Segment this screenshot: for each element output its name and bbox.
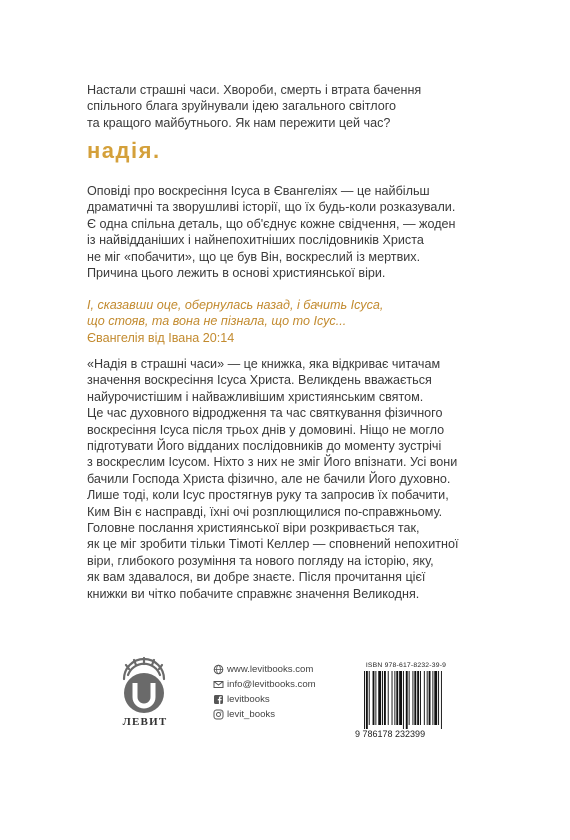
barcode-bar: [364, 671, 365, 729]
barcode-bar: [394, 671, 395, 725]
barcode-bar: [427, 671, 428, 725]
levit-logo-icon: [114, 655, 174, 715]
paragraph-line: Це час духовного відродження та час святкування фізичного: [87, 406, 443, 421]
contact-website[interactable]: [213, 662, 316, 677]
barcode-bar: [399, 671, 402, 725]
paragraph-line: «Надія в страшні часи» — це книжка, яка відкриває читачам: [87, 357, 441, 371]
barcode-bar: [375, 671, 376, 725]
mail-icon: [213, 679, 224, 690]
barcode-bar: [384, 671, 386, 725]
barcode-bar: [417, 671, 419, 725]
paragraph-line: з воскреслим Ісусом. Ніхто з них не зміг Його впізнати. Усі вони: [87, 455, 458, 470]
instagram-icon: [213, 709, 224, 720]
paragraph-line: бачили Господа Христа фізично, але не бачили Його духовно.: [87, 471, 451, 486]
globe-icon: [213, 664, 224, 675]
contact-instagram[interactable]: [213, 707, 316, 722]
quote-line: що стояв, та вона не пізнала, що то Ісус...: [87, 314, 347, 329]
quote-line: І, сказавши оце, обернулась назад, і бачить Ісуса,: [87, 298, 384, 312]
barcode-bar: [432, 671, 433, 725]
intro-paragraph: [87, 82, 507, 131]
barcode-bars: [364, 671, 442, 729]
paragraph-line: віри, глибокого розуміння та нового погляду на історію, яку,: [87, 553, 434, 568]
paragraph-line: Оповіді про воскресіння Ісуса в Євангеліях — це найбільш: [87, 184, 430, 198]
barcode-bar: [378, 671, 381, 725]
barcode-bar: [441, 671, 442, 729]
barcode-bar: [366, 671, 368, 729]
barcode-digits: 9 786178 232399: [355, 729, 426, 739]
barcode-bar: [396, 671, 398, 725]
paragraph-line: Головне послання християнської віри розкривається так,: [87, 521, 420, 536]
barcode-bar: [369, 671, 370, 725]
contact-email[interactable]: [213, 677, 316, 692]
barcode-bar: [424, 671, 425, 725]
barcode-bar: [409, 671, 410, 725]
book-description-paragraph: [87, 356, 507, 602]
paragraph-line: книжки ви чітко побачите справжнє значення Великодня.: [87, 586, 420, 601]
barcode-bar: [412, 671, 413, 725]
paragraph-line: Ким Він є насправді, їхні очі розплющилися по-справжньому.: [87, 504, 443, 519]
intro-line: та кращого майбутнього. Як нам пережити цей час?: [87, 115, 391, 130]
barcode-bar: [392, 671, 393, 725]
intro-line: спільного блага зруйнували ідею загального світлого: [87, 99, 397, 114]
barcode-bar: [403, 671, 404, 729]
paragraph-line: Причина цього лежить в основі християнської віри.: [87, 266, 386, 281]
barcode-bar: [438, 671, 439, 725]
email-link[interactable]: info@levitbooks.com: [227, 679, 316, 690]
barcode-bar: [406, 671, 408, 729]
paragraph-line: найурочистішим і найважливішим християнським святом.: [87, 389, 424, 404]
barcode-bar: [434, 671, 437, 725]
isbn-barcode: [354, 669, 462, 739]
publisher-contacts: [213, 662, 316, 722]
paragraph-line: як вам здавалося, ви добре знаєте. Після прочитання цієї: [87, 570, 426, 585]
barcode-bar: [414, 671, 416, 725]
barcode-bar: [388, 671, 389, 725]
barcode-bar: [382, 671, 383, 725]
paragraph-line: значення воскресіння Ісуса Христа. Великдень вважається: [87, 373, 432, 388]
instagram-link[interactable]: levit_books: [227, 709, 275, 720]
paragraph-line: Є одна спільна деталь, що об'єднує кожне свідчення, — жоден: [87, 216, 456, 231]
paragraph-line: не міг «побачити», що це був Він, воскреслий із мертвих.: [87, 249, 421, 264]
website-link[interactable]: www.levitbooks.com: [227, 664, 314, 675]
facebook-icon: [213, 694, 224, 705]
barcode-bar: [429, 671, 431, 725]
paragraph-line: воскресіння Ісуса після трьох днів у домовині. Ніщо не могло: [87, 422, 445, 437]
barcode-bar: [420, 671, 421, 725]
facebook-link[interactable]: levitbooks: [227, 694, 270, 705]
paragraph-line: як це міг зробити тільки Тімоті Келлер — сповнений непохитної: [87, 537, 459, 552]
hope-heading: надія.: [87, 138, 161, 163]
publisher-name: ЛЕВИТ: [122, 716, 168, 728]
contact-facebook[interactable]: [213, 692, 316, 707]
isbn-label: ISBN 978-617-8232-39-9: [365, 662, 447, 669]
barcode-bar: [373, 671, 375, 725]
paragraph-line: із найвідданіших і найнепохитніших послідовників Христа: [87, 233, 424, 248]
paragraph-line: підготувати Його відданих послідовників до моменту зустрічі: [87, 439, 442, 454]
quote-source: Євангелія від Івана 20:14: [87, 330, 235, 345]
intro-line: Настали страшні часи. Хвороби, смерть і втрата бачення: [87, 83, 422, 97]
resurrection-paragraph: [87, 183, 507, 281]
paragraph-line: Лише тоді, коли Ісус простягнув руку та запросив їх побачити,: [87, 488, 449, 503]
paragraph-line: драматичні та зворушливі історії, що їх будь-коли розказували.: [87, 200, 456, 215]
scripture-quote: [87, 297, 507, 346]
